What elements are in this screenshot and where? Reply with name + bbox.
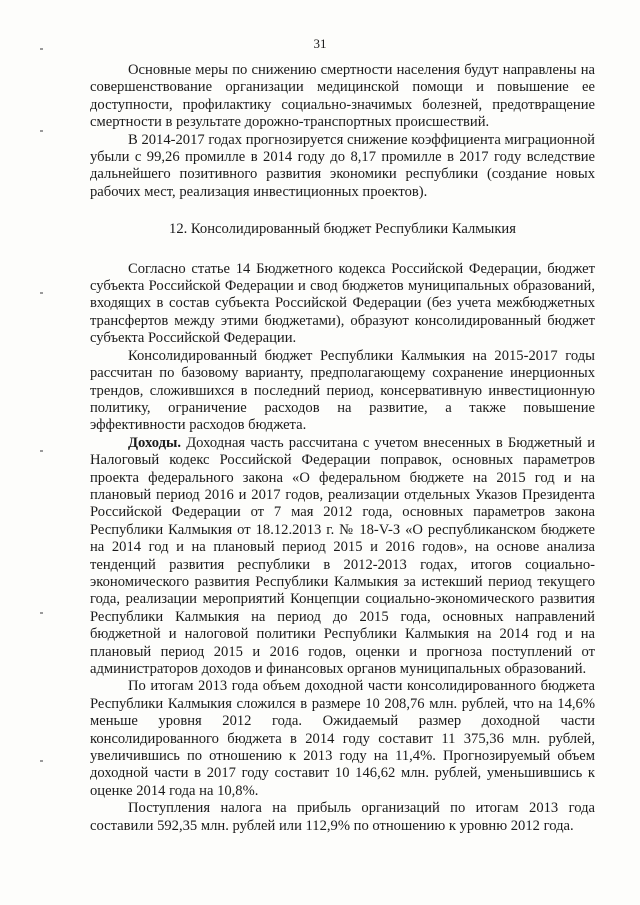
income-text: Доходная часть рассчитана с учетом внесенных в Бюджетный и Налоговый кодекс Российской Федерации поправок, основных параметров проекта федерального закона «О федеральном бюджете на 2015 год и на плановый период 2016 и 2017 годов, реализации отдельных Указов Президента Российской Федерации от 7 мая 2012 года, основных параметров закона Республики Калмыкия от 18.12.2013 г. № 18-V-З «О республиканском бюджете на 2014 год и на плановый период 2015 и 2016 годов», на основе анализа тенденций развития республики в 2012-2013 годах, итогов социально-экономического развития Республики Калмыкия за истекший период текущего года, реализации мероприятий Концепции социально-экономического развития Республики Калмыкия на период до 2015 года, основных направлений бюджетной и налоговой политики Республики Калмыкия на 2014 год и на плановый период 2015 и 2016 годов, оценки и прогноза поступлений от администраторов доходов и финансовых органов муниципальных образований.	[90, 434, 595, 677]
body-text	[90, 62, 595, 835]
paragraph-income-totals: По итогам 2013 года объем доходной части консолидированного бюджета Республики Калмыкия сложился в размере 10 208,76 млн. рублей, что на 14,6% меньше уровня 2012 года. Ожидаемый размер доходной части консолидированного бюджета в 2014 году составит 11 375,36 млн. рублей, увеличившись по отношению к 2013 году на 11,4%. Прогнозируемый объем доходной части в 2017 году составит 10 146,62 млн. рублей, уменьшившись к оценке 2014 года на 10,8%.	[90, 678, 595, 799]
paragraph-income	[90, 435, 595, 679]
paragraph-mortality: Основные меры по снижению смертности населения будут направлены на совершенствование организации медицинской помощи и повышение ее доступности, профилактику социально-значимых болезней, предотвращение смертности в результате дорожно-транспортных происшествий.	[90, 62, 595, 131]
scan-mark	[40, 612, 43, 614]
page-number: 31	[313, 36, 327, 51]
scan-mark	[40, 760, 43, 762]
section-title: 12. Консолидированный бюджет Республики Калмыкия	[169, 221, 516, 238]
paragraph-budget-variant: Консолидированный бюджет Республики Калмыкия на 2015-2017 годы рассчитан по базовому варианту, предполагающему сохранение инерционных трендов, сложившихся в последний период, консервативную инвестиционную политику, ограничение расходов на развитие, а также повышение эффективности расходов бюджета.	[90, 347, 595, 434]
scan-mark	[40, 292, 43, 294]
scan-mark	[40, 130, 43, 132]
paragraph-migration: В 2014-2017 годах прогнозируется снижение коэффициента миграционной убыли с 99,26 промилле в 2014 году до 8,17 промилле в 2017 году вследствие дальнейшего позитивного развития экономики республики (создание новых рабочих мест, реализация инвестиционных проектов).	[90, 131, 595, 200]
scan-mark	[40, 450, 43, 452]
income-label: Доходы.	[128, 434, 182, 451]
paragraph-profit-tax: Поступления налога на прибыль организаций по итогам 2013 года составили 592,35 млн. рублей или 112,9% по отношению к уровню 2012 года.	[90, 800, 595, 834]
paragraph-budget-code: Согласно статье 14 Бюджетного кодекса Российской Федерации, бюджет субъекта Российской Федерации и свод бюджетов муниципальных образований, входящих в состав субъекта Российской Федерации (без учета межбюджетных трансфертов между этими бюджетами), образуют консолидированный бюджет субъекта Российской Федерации.	[90, 260, 595, 347]
